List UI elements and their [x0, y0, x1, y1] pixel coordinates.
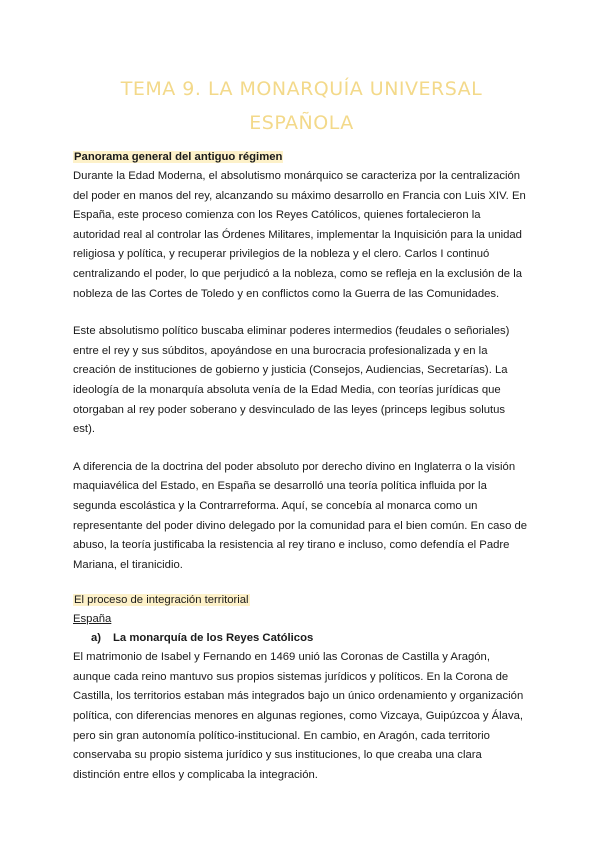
section-heading-text: Panorama general del antiguo régimen [74, 151, 283, 163]
section-heading-text: El proceso de integración territorial [74, 594, 249, 607]
list-marker: a) [91, 632, 102, 645]
paragraph-4: El matrimonio de Isabel y Fernando en 1469 unió las Coronas de Castilla y Aragón, aunque cada reino mantuvo sus propios sistemas jurídicos y políticos. En la Corona de Castilla, los territorios estaban más integrados bajo un único ordenamiento y organización política, con diferencias menores en algunas regiones, como Vizcaya, Guipúzcoa y Álava, pero sin gran autonomía político-institucional. En cambio, en Aragón, cada territorio conservaba su propio sistema jurídico y sus instituciones, lo que creaba una clara distinción entre ellos y complicaba la integración. [73, 651, 524, 781]
paragraph-2: Este absolutismo político buscaba eliminar poderes intermedios (feudales o señoriales) entre el rey y sus súbditos, apoyándose en una burocracia profesionalizada y en la creación de instituciones de gobierno y justicia (Consejos, Audiencias, Secretarías). La ideología de la monarquía absoluta venía de la Edad Media, con teorías jurídicas que otorgaban al rey poder soberano y desvinculado de las leyes (princeps legibus solutus est). [73, 325, 510, 436]
document-title: TEMA 9. LA MONARQUÍA UNIVERSAL ESPAÑOLA [120, 78, 483, 134]
paragraph-1: Durante la Edad Moderna, el absolutismo monárquico se caracteriza por la centralización del poder en manos del rey, alcanzando su máximo desarrollo en Francia con Luis XIV. En España, este proceso comienza con los Reyes Católicos, quienes fortalecieron la autoridad real al controlar las Órdenes Militares, implementar la Inquisición para la unidad religiosa y política, y recuperar privilegios de la nobleza y el clero. Carlos I continuó centralizando el poder, lo que perjudicó a la nobleza, como se refleja en la exclusión de la nobleza de las Cortes de Toledo y en conflictos como la Guerra de las Comunidades. [73, 170, 526, 300]
list-item-heading [91, 629, 530, 648]
subheading-espana: España [73, 613, 112, 626]
paragraph-3: A diferencia de la doctrina del poder absoluto por derecho divino en Inglaterra o la visión maquiavélica del Estado, en España se desarrolló una teoría política influida por la segunda escolástica y la Contrarreforma. Aquí, se concebía al monarca como un representante del poder divino delegado por la comunidad para el bien común. En caso de abuso, la teoría justificaba la resistencia al rey tirano e incluso, como defendía el Padre Mariana, el tiranicidio. [73, 460, 528, 571]
section-heading-integracion [73, 591, 530, 610]
list-item-title: La monarquía de los Reyes Católicos [113, 632, 314, 645]
section-heading-antiguo-regimen [73, 148, 530, 167]
